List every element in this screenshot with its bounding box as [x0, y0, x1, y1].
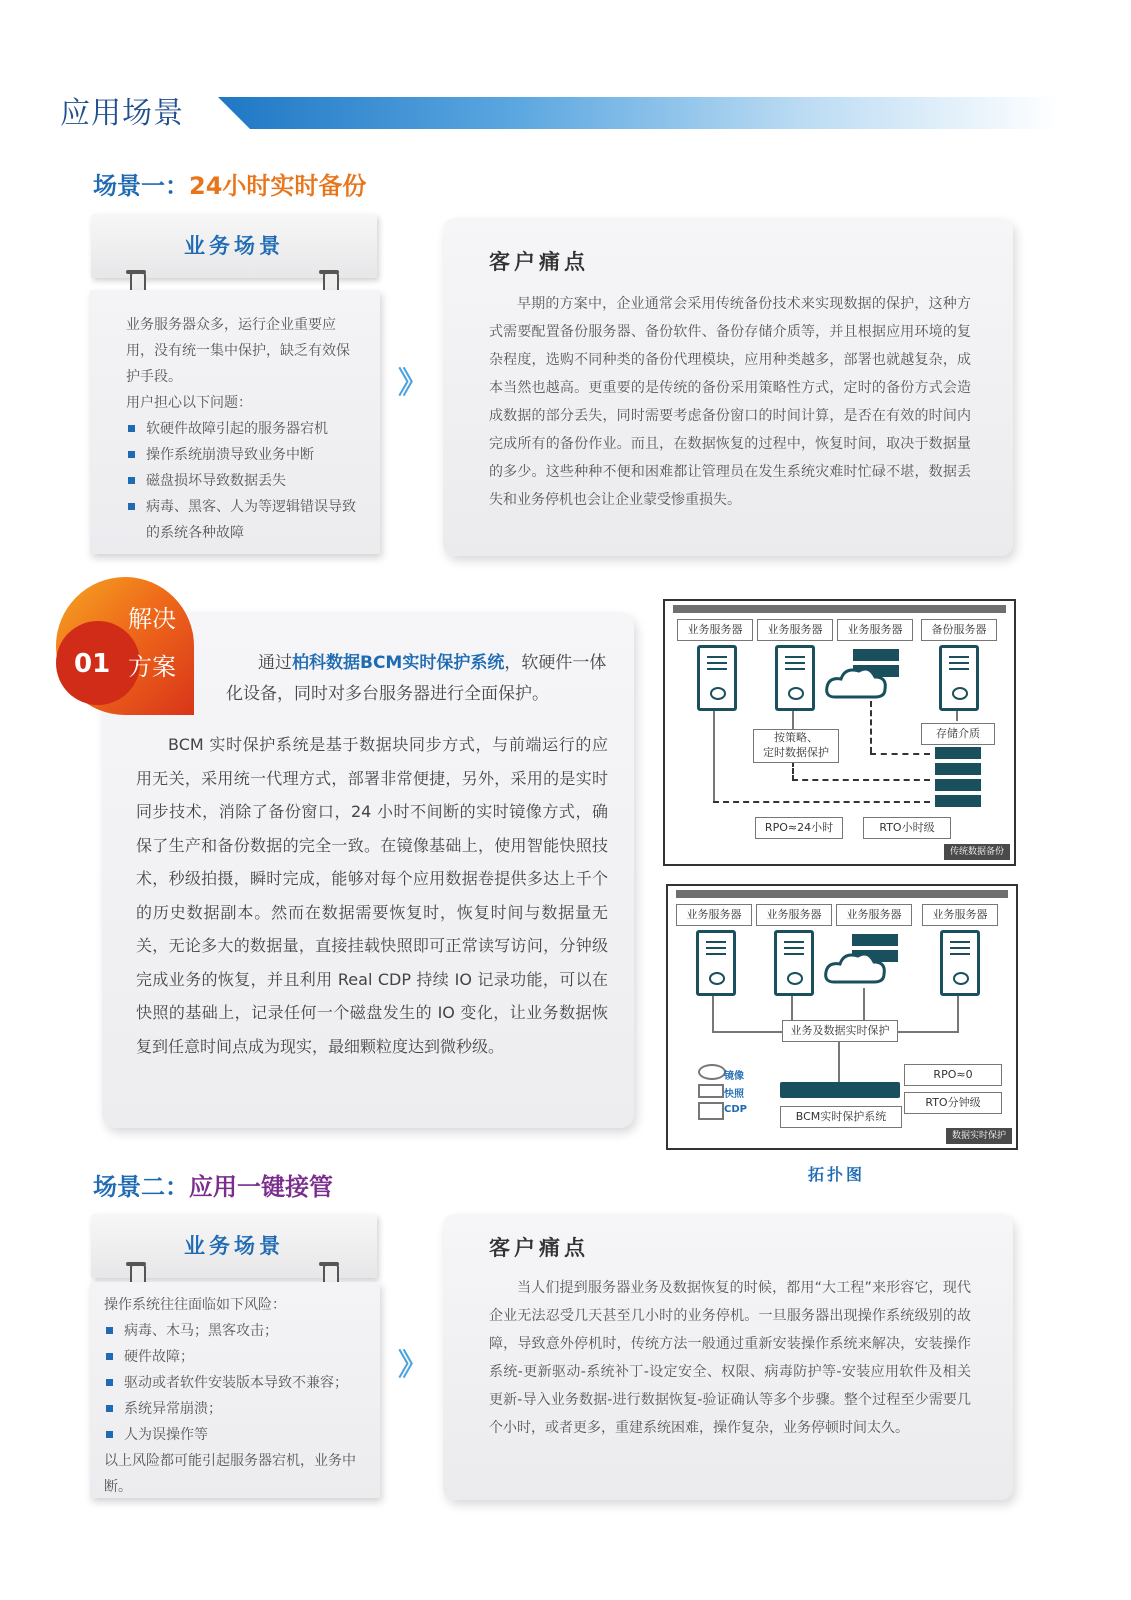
storage-icon — [935, 795, 981, 807]
solution-badge-line1: 解决 — [128, 605, 176, 633]
rpo-label: RPO≈0 — [904, 1064, 1002, 1086]
scene2-biz-outro: 以上风险都可能引起服务器宕机，业务中断。 — [104, 1453, 356, 1495]
dashed-connector — [870, 701, 872, 753]
connector — [792, 711, 794, 731]
list-item: 磁盘损坏导致数据丢失 — [126, 468, 362, 494]
storage-icon — [935, 779, 981, 791]
server-label: 业务服务器 — [756, 904, 832, 926]
disk-icon — [698, 1064, 726, 1080]
solution-badge — [56, 577, 194, 715]
diagram-realtime-protection — [666, 884, 1018, 1150]
double-chevron-icon: 》 — [398, 1348, 418, 1383]
server-label: 备份服务器 — [921, 619, 997, 641]
connector — [956, 711, 958, 721]
dashed-connector — [792, 761, 794, 781]
solution-body: BCM 实时保护系统是基于数据块同步方式，与前端运行的应用无关，采用统一代理方式，部署非常便捷，另外，采用的是实时同步技术，消除了备份窗口，24 小时不间断的实时镜像方式，确保了生产和备份数据的完全一致。在镜像基础上，使用智能快照技术，秒级拍摄，瞬时完成，能够对每个应用数据卷提供多达上千个的历史数据副本。然而在数据需要恢复时，恢复时间与数据量无关，无论多大的数据量，直接挂载快照即可正常读写访问，分钟级完成业务的恢复，并且利用 Real CDP 持续 IO 记录功能，可以在快照的基础上，记录任何一个磁盘发生的 IO 变化，让业务数据恢复到任意时间点成为现实，最细颗粒度达到微秒级。 — [136, 735, 608, 1056]
server-icon — [697, 645, 737, 711]
scene1-pain-text: 早期的方案中，企业通常会采用传统备份技术来实现数据的保护，这种方式需要配置备份服务器、备份软件、备份存储介质等，并且根据应用环境的复杂程度，选购不同种类的备份代理模块，应用种类越多，部署也就越复杂，成本当然也越高。更重要的是传统的备份采用策略性方式，定时的备份方式会造成数据的部分丢失，同时需要考虑备份窗口的时间计算，是否在有效的时间内完成所有的备份作业。而且，在数据恢复的过程中，恢复时间，取决于数据量的多少。这些种种不便和困难都让管理员在发生系统灾难时忙碌不堪，数据丢失和业务停机也会让企业蒙受惨重损失。 — [489, 296, 971, 508]
scene1-pain-title: 客户痛点 — [489, 250, 589, 274]
scene1-biz-list — [126, 416, 362, 546]
diagram-traditional-backup — [663, 599, 1016, 866]
policy-label — [753, 729, 839, 763]
scene2-pain-text: 当人们提到服务器业务及数据恢复的时候，都用“大工程”来形容它，现代企业无法忍受几天甚至几小时的业务停机。一旦服务器出现操作系统级别的故障，导致意外停机时，传统方法一般通过重新安装操作系统来解决，安装操作系统-更新驱动-系统补丁-设定安全、权限、病毒防护等-安装应用软件及相关更新-导入业务数据-进行数据恢复-验证确认等多个步骤。整个过程至少需要几个小时，或者更多，重建系统困难，操作复杂，业务停顿时间太久。 — [489, 1280, 971, 1436]
server-label: 业务服务器 — [922, 904, 998, 926]
dashed-connector — [792, 779, 930, 781]
mirror-label: 镜像 — [724, 1071, 744, 1082]
list-item: 系统异常崩溃； — [104, 1396, 366, 1422]
solution-lead-post: ，软硬件一体化设备，同时对多台服务器进行全面保护。 — [226, 653, 607, 704]
solution-badge-num: 01 — [74, 649, 111, 679]
diagram-bus — [673, 605, 1006, 613]
diagram-tag: 传统数据备份 — [944, 844, 1010, 860]
page-title: 应用场景 — [60, 96, 184, 131]
scene1-biz-body — [90, 290, 380, 554]
list-item: 操作系统崩溃导致业务中断 — [126, 442, 362, 468]
storage-label: 存储介质 — [921, 723, 995, 745]
server-label: 业务服务器 — [836, 904, 912, 926]
server-icon — [696, 930, 736, 996]
scene2-biz-body — [90, 1282, 380, 1498]
camera-icon — [698, 1084, 724, 1098]
topology-caption: 拓扑图 — [808, 1165, 866, 1184]
scene2-biz-list — [104, 1318, 366, 1448]
policy-label-line: 按策略、 — [774, 731, 818, 744]
server-icon — [775, 645, 815, 711]
list-item: 病毒、黑客、人为等逻辑错误导致的系统各种故障 — [126, 494, 362, 546]
server-label: 业务服务器 — [677, 619, 753, 641]
appliance-label: BCM实时保护系统 — [780, 1106, 902, 1128]
scene1-highlight: 24小时实时备份 — [189, 172, 367, 200]
scene2-highlight: 应用一键接管 — [189, 1173, 333, 1201]
solution-lead — [226, 648, 608, 710]
storage-icon — [935, 763, 981, 775]
server-label: 业务服务器 — [676, 904, 752, 926]
policy-label-line: 定时数据保护 — [763, 746, 829, 759]
scene1-biz-concern: 用户担心以下问题： — [126, 395, 252, 411]
cdp-label: CDP — [724, 1104, 747, 1115]
server-icon — [774, 930, 814, 996]
solution-lead-pre: 通过 — [258, 653, 292, 673]
storage-icon — [935, 747, 981, 759]
scene1-title — [93, 166, 366, 201]
appliance-icon — [780, 1082, 900, 1098]
list-item: 软硬件故障引起的服务器宕机 — [126, 416, 362, 442]
list-item: 驱动或者软件安装版本导致不兼容； — [104, 1370, 366, 1396]
connector — [713, 711, 715, 803]
connector — [838, 1040, 840, 1084]
snapshot-label: 快照 — [724, 1089, 744, 1100]
list-item: 病毒、木马；黑客攻击； — [104, 1318, 366, 1344]
list-item: 人为误操作等 — [104, 1422, 366, 1448]
scene2-pain-card — [443, 1214, 1013, 1500]
cloud-server-icon — [825, 647, 907, 703]
title-decor-bar — [218, 97, 1058, 129]
scene2-biz-intro: 操作系统往往面临如下风险： — [104, 1297, 286, 1313]
log-icon — [698, 1102, 724, 1120]
solution-badge-line2: 方案 — [128, 653, 176, 681]
cloud-server-icon — [824, 932, 906, 988]
scene2-biz-text — [90, 1282, 380, 1500]
connector — [957, 996, 959, 1032]
diagram-bus — [676, 890, 1008, 898]
scene1-biz-header — [91, 214, 377, 278]
scene1-biz-title: 业务场景 — [184, 234, 284, 258]
scene2-biz-title: 业务场景 — [184, 1234, 284, 1258]
rto-label: RTO小时级 — [863, 817, 951, 839]
server-icon — [940, 930, 980, 996]
scene2-prefix: 场景二： — [93, 1173, 189, 1201]
rto-label: RTO分钟级 — [904, 1092, 1002, 1114]
connector — [712, 996, 714, 1032]
server-label: 业务服务器 — [757, 619, 833, 641]
diagram-tag: 数据实时保护 — [946, 1128, 1012, 1144]
list-item: 硬件故障； — [104, 1344, 366, 1370]
solution-lead-brand: 柏科数据BCM实时保护系统 — [292, 653, 505, 673]
dashed-connector — [713, 801, 930, 803]
server-icon — [939, 645, 979, 711]
scene1-prefix: 场景一： — [93, 172, 189, 200]
dashed-connector — [870, 753, 930, 755]
scene1-biz-intro: 业务服务器众多，运行企业重要应用，没有统一集中保护，缺乏有效保护手段。 — [126, 317, 350, 385]
rpo-label: RPO≈24小时 — [755, 817, 843, 839]
server-label: 业务服务器 — [837, 619, 913, 641]
scene2-title — [93, 1167, 333, 1202]
scene1-biz-text — [90, 290, 380, 546]
scene2-pain-title: 客户痛点 — [489, 1236, 589, 1260]
double-chevron-icon: 》 — [398, 366, 418, 401]
scene1-pain-card — [443, 218, 1013, 556]
center-label: 业务及数据实时保护 — [782, 1020, 898, 1042]
